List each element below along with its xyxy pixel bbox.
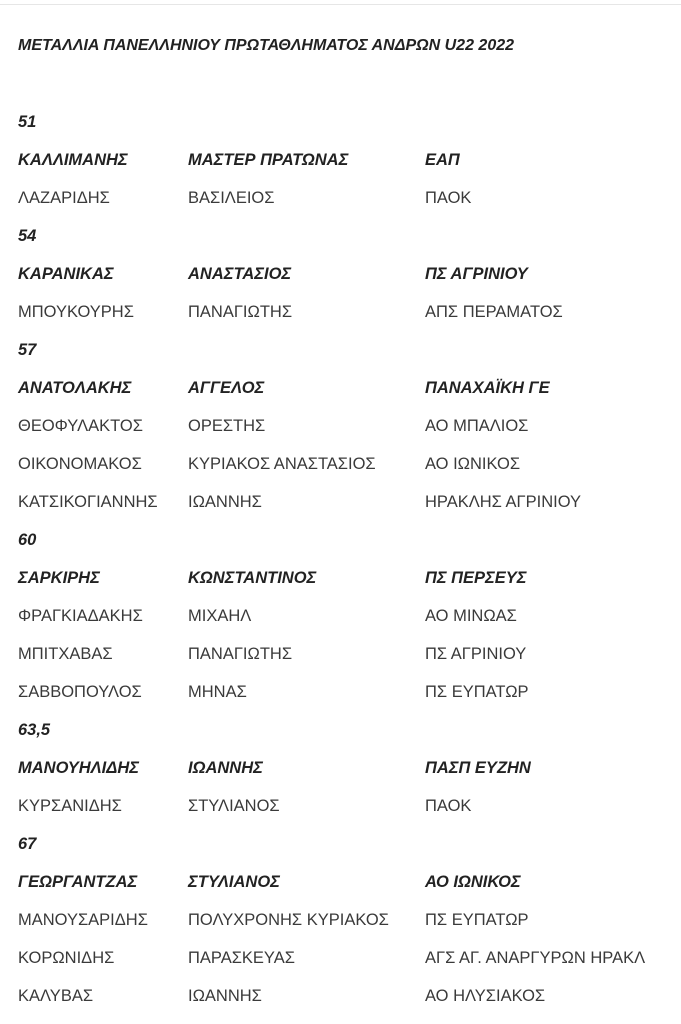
club-cell: ΑΟ ΙΩΝΙΚΟΣ: [425, 455, 521, 473]
surname-cell: ΜΑΝΟΥΣΑΡΙΔΗΣ: [18, 911, 148, 929]
firstname-cell: ΠΑΝΑΓΙΩΤΗΣ: [188, 303, 293, 321]
club-cell: ΑΓΣ ΑΓ. ΑΝΑΡΓΥΡΩΝ ΗΡΑΚΛ: [425, 949, 646, 967]
surname-cell: ΛΑΖΑΡΙΔΗΣ: [18, 189, 110, 207]
club-cell: ΠΣ ΑΓΡΙΝΙΟΥ: [425, 645, 527, 663]
medalist-row: [0, 483, 681, 521]
surname-cell: ΜΠΟΥΚΟΥΡΗΣ: [18, 303, 134, 321]
club-cell: ΑΟ ΗΛΥΣΙΑΚΟΣ: [425, 987, 546, 1005]
page-title: ΜΕΤΑΛΛΙΑ ΠΑΝΕΛΛΗΝΙΟΥ ΠΡΩΤΑΘΛΗΜΑΤΟΣ ΑΝΔΡΩΝ U22 2022: [18, 37, 515, 54]
medalist-row: [0, 673, 681, 711]
surname-cell: ΣΑΒΒΟΠΟΥΛΟΣ: [18, 683, 142, 701]
club-cell: ΑΟ ΜΙΝΩΑΣ: [425, 607, 517, 625]
firstname-cell: ΚΥΡΙΑΚΟΣ ΑΝΑΣΤΑΣΙΟΣ: [188, 455, 376, 473]
firstname-cell: ΣΤΥΛΙΑΝΟΣ: [188, 797, 280, 815]
weight-class-label: 51: [18, 113, 37, 131]
surname-cell: ΜΠΙΤΧΑΒΑΣ: [18, 645, 113, 663]
medalist-row: [0, 635, 681, 673]
weight-class-row: [0, 521, 681, 559]
medalist-row: [0, 293, 681, 331]
club-cell: ΠΣ ΕΥΠΑΤΩΡ: [425, 683, 529, 701]
club-cell: ΑΠΣ ΠΕΡΑΜΑΤΟΣ: [425, 303, 563, 321]
firstname-cell: ΠΑΝΑΓΙΩΤΗΣ: [188, 645, 293, 663]
surname-cell: ΘΕΟΦΥΛΑΚΤΟΣ: [18, 417, 143, 435]
surname-cell: ΚΑΤΣΙΚΟΓΙΑΝΝΗΣ: [18, 493, 158, 511]
surname-cell: ΚΑΛΥΒΑΣ: [18, 987, 94, 1005]
club-cell: ΠΣ ΕΥΠΑΤΩΡ: [425, 911, 529, 929]
medalist-row: [0, 901, 681, 939]
medalist-row: [0, 445, 681, 483]
weight-class-row: [0, 103, 681, 141]
weight-class-label: 67: [18, 835, 37, 853]
surname-cell: ΟΙΚΟΝΟΜΑΚΟΣ: [18, 455, 142, 473]
surname-cell: ΜΑΝΟΥΗΛΙΔΗΣ: [18, 759, 139, 777]
surname-cell: ΚΑΛΛΙΜΑΝΗΣ: [18, 151, 128, 169]
club-cell: ΠΣ ΑΓΡΙΝΙΟΥ: [425, 265, 528, 283]
club-cell: ΠΑΟΚ: [425, 797, 472, 815]
club-cell: ΑΟ ΙΩΝΙΚΟΣ: [425, 873, 521, 891]
club-cell: ΠΑΣΠ ΕΥΖΗΝ: [425, 759, 531, 777]
firstname-cell: ΑΓΓΕΛΟΣ: [188, 379, 265, 397]
surname-cell: ΑΝΑΤΟΛΑΚΗΣ: [18, 379, 132, 397]
weight-class-row: [0, 825, 681, 863]
medalist-row: [0, 787, 681, 825]
winner-row: [0, 749, 681, 787]
top-divider: [0, 4, 681, 5]
firstname-cell: ΠΟΛΥΧΡΟΝΗΣ ΚΥΡΙΑΚΟΣ: [188, 911, 389, 929]
firstname-cell: ΚΩΝΣΤΑΝΤΙΝΟΣ: [188, 569, 317, 587]
medalist-row: [0, 939, 681, 977]
weight-class-label: 54: [18, 227, 37, 245]
results-list: [0, 103, 681, 1015]
surname-cell: ΓΕΩΡΓΑΝΤΖΑΣ: [18, 873, 138, 891]
club-cell: ΠΑΟΚ: [425, 189, 472, 207]
weight-class-label: 57: [18, 341, 37, 359]
firstname-cell: ΙΩΑΝΝΗΣ: [188, 759, 263, 777]
firstname-cell: ΑΝΑΣΤΑΣΙΟΣ: [188, 265, 292, 283]
weight-class-row: [0, 711, 681, 749]
firstname-cell: ΜΗΝΑΣ: [188, 683, 247, 701]
medalist-row: [0, 407, 681, 445]
winner-row: [0, 255, 681, 293]
club-cell: ΠΣ ΠΕΡΣΕΥΣ: [425, 569, 527, 587]
firstname-cell: ΣΤΥΛΙΑΝΟΣ: [188, 873, 280, 891]
club-cell: ΗΡΑΚΛΗΣ ΑΓΡΙΝΙΟΥ: [425, 493, 582, 511]
winner-row: [0, 369, 681, 407]
club-cell: ΠΑΝΑΧΑΪΚΗ ΓΕ: [425, 379, 550, 397]
surname-cell: ΦΡΑΓΚΙΑΔΑΚΗΣ: [18, 607, 143, 625]
winner-row: [0, 141, 681, 179]
weight-class-row: [0, 331, 681, 369]
firstname-cell: ΙΩΑΝΝΗΣ: [188, 493, 262, 511]
weight-class-label: 63,5: [18, 721, 51, 739]
firstname-cell: ΜΑΣΤΕΡ ΠΡΑΤΩΝΑΣ: [188, 151, 349, 169]
club-cell: ΕΑΠ: [425, 151, 460, 169]
weight-class-label: 60: [18, 531, 37, 549]
winner-row: [0, 559, 681, 597]
surname-cell: ΚΟΡΩΝΙΔΗΣ: [18, 949, 115, 967]
surname-cell: ΚΥΡΣΑΝΙΔΗΣ: [18, 797, 122, 815]
firstname-cell: ΙΩΑΝΝΗΣ: [188, 987, 262, 1005]
medalist-row: [0, 977, 681, 1015]
winner-row: [0, 863, 681, 901]
surname-cell: ΚΑΡΑΝΙΚΑΣ: [18, 265, 114, 283]
surname-cell: ΣΑΡΚΙΡΗΣ: [18, 569, 100, 587]
firstname-cell: ΠΑΡΑΣΚΕΥΑΣ: [188, 949, 295, 967]
firstname-cell: ΒΑΣΙΛΕΙΟΣ: [188, 189, 275, 207]
firstname-cell: ΜΙΧΑΗΛ: [188, 607, 252, 625]
club-cell: ΑΟ ΜΠΑΛΙΟΣ: [425, 417, 529, 435]
medalist-row: [0, 179, 681, 217]
firstname-cell: ΟΡΕΣΤΗΣ: [188, 417, 266, 435]
medalist-row: [0, 597, 681, 635]
weight-class-row: [0, 217, 681, 255]
